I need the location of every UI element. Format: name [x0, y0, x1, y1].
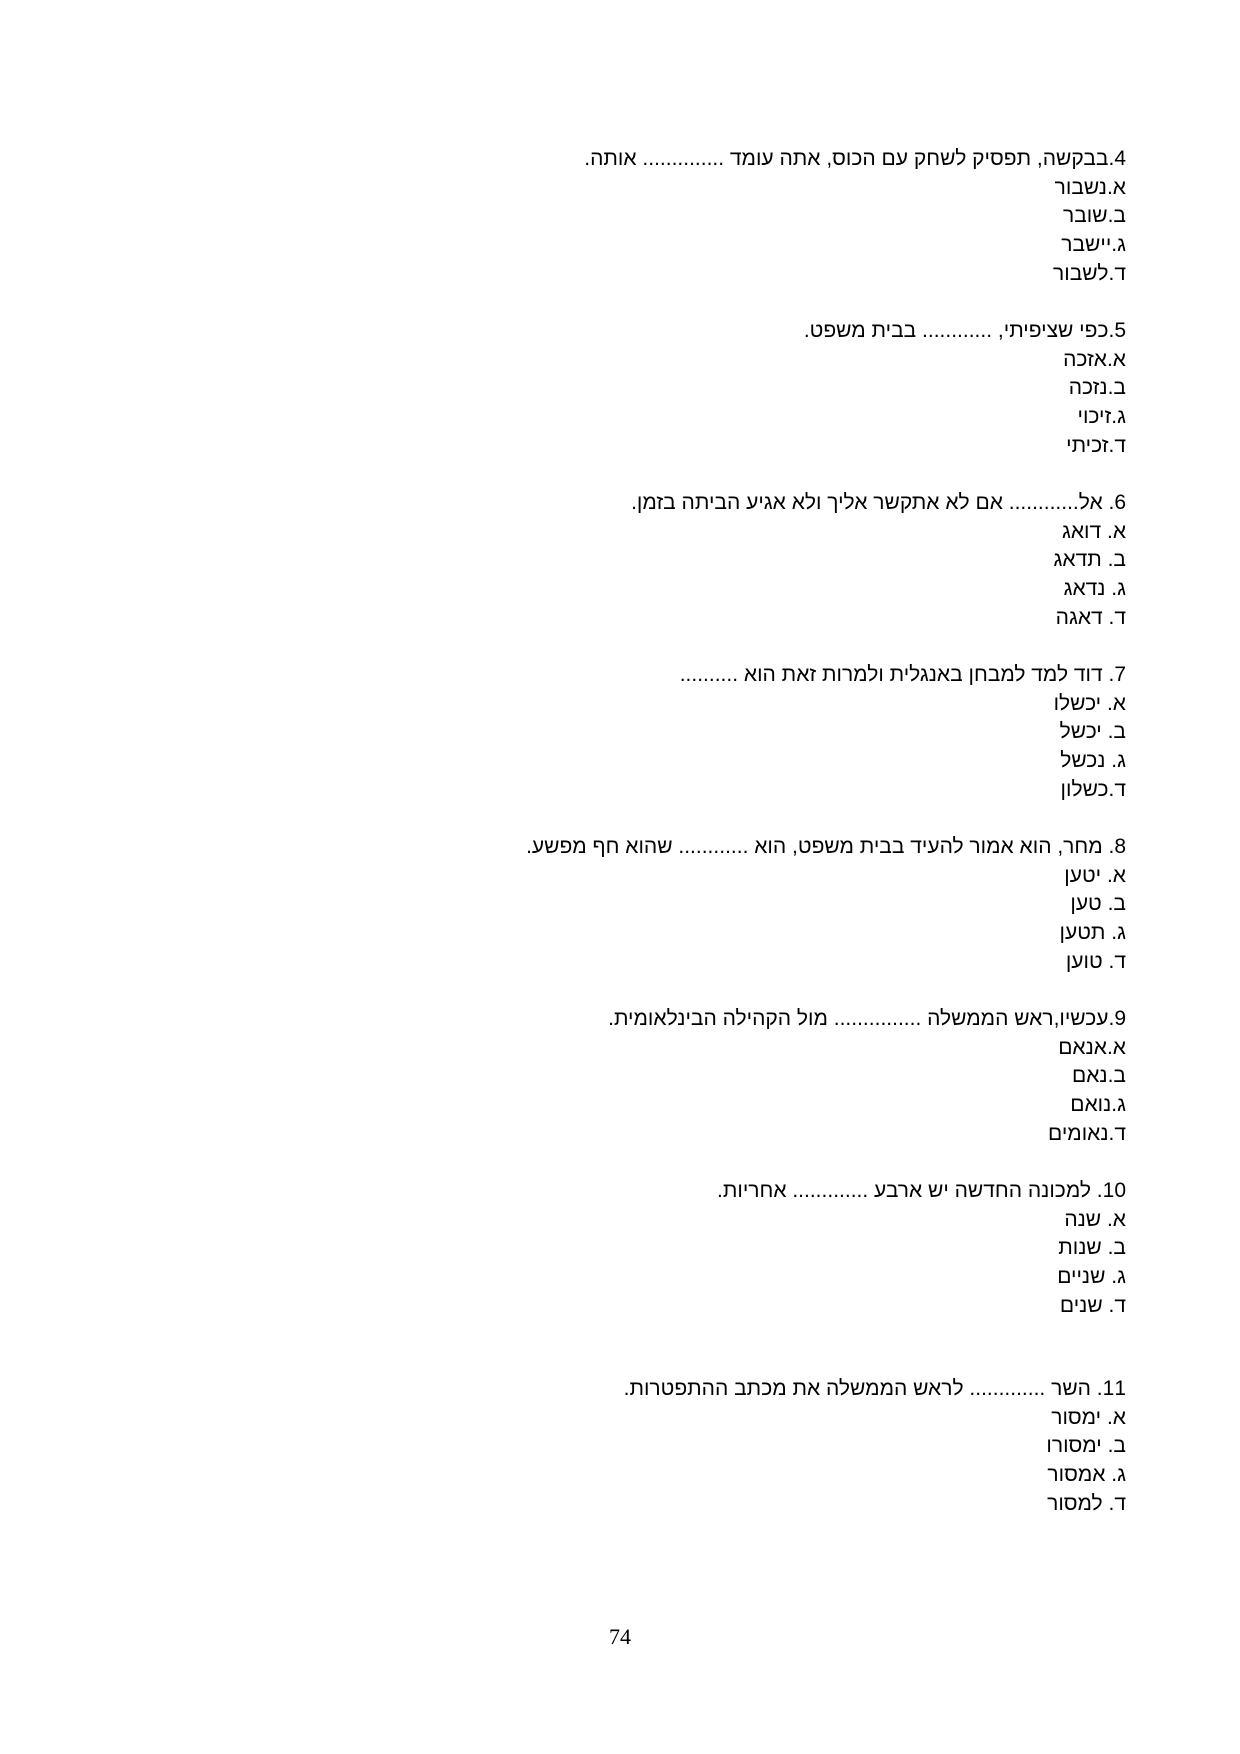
question-stem: 8. מחר, הוא אמור להעיד בבית משפט, הוא ............ שהוא חף מפשע.	[526, 835, 1126, 858]
question-stem: 11. השר ............. לראש הממשלה את מכתב ההתפטרות.	[623, 1377, 1126, 1400]
option-a: א.אנאם	[1058, 1035, 1126, 1059]
option-d: ד. שנים	[1059, 1293, 1126, 1317]
page-number: 74	[609, 1624, 631, 1649]
question-4	[326, 145, 1126, 289]
option-c: ג. תטען	[1059, 921, 1126, 945]
option-b: ב.נזכה	[1068, 376, 1126, 400]
question-10	[326, 1177, 1126, 1321]
option-c: ג. שניים	[1057, 1265, 1126, 1289]
option-d: ד. טוען	[1065, 949, 1126, 973]
option-a: א. שנה	[1064, 1207, 1126, 1231]
option-c: ג. אמסור	[1047, 1463, 1126, 1487]
option-d: ד.נאומים	[1048, 1121, 1126, 1145]
question-9	[326, 1005, 1126, 1149]
question-5	[326, 317, 1126, 461]
option-b: ב.נאם	[1072, 1064, 1126, 1088]
option-a: א. יטען	[1064, 863, 1126, 887]
option-c: ג.זיכוי	[1077, 405, 1126, 429]
option-a: א. יכשלו	[1053, 691, 1126, 715]
option-a: א. ימסור	[1051, 1405, 1126, 1429]
question-stem: 6. אל............ אם לא אתקשר אליך ולא אגיע הביתה בזמן.	[631, 491, 1126, 514]
option-d: ד.כשלון	[1060, 777, 1126, 801]
option-a: א.אזכה	[1063, 347, 1126, 371]
question-8	[326, 833, 1126, 977]
option-d: ד. דאגה	[1055, 605, 1126, 629]
option-a: א. דואג	[1061, 519, 1126, 543]
option-b: ב. יכשל	[1059, 720, 1126, 744]
option-d: ד.לשבור	[1053, 261, 1126, 285]
option-b: ב.שובר	[1063, 204, 1126, 228]
option-c: ג.יישבר	[1061, 233, 1126, 257]
question-11	[326, 1375, 1126, 1519]
question-stem: 5.כפי שציפיתי, ............ בבית משפט.	[803, 319, 1126, 342]
question-stem: 4.בבקשה, תפסיק לשחק עם הכוס, אתה עומד .............. אותה.	[584, 147, 1126, 170]
question-7	[326, 661, 1126, 805]
option-d: ד.זכיתי	[1066, 433, 1126, 457]
option-c: ג.נואם	[1070, 1093, 1126, 1117]
question-stem: 9.עכשיו,ראש הממשלה ............... מול הקהילה הבינלאומית.	[608, 1007, 1126, 1030]
question-6	[326, 489, 1126, 633]
question-stem: 7. דוד למד למבחן באנגלית ולמרות זאת הוא ..........	[679, 663, 1126, 686]
option-b: ב. שנות	[1058, 1236, 1126, 1260]
option-c: ג. נדאג	[1063, 577, 1126, 601]
option-b: ב. טען	[1070, 892, 1126, 916]
option-b: ב. ימסורו	[1046, 1434, 1126, 1458]
question-stem: 10. למכונה החדשה יש ארבע ............. אחריות.	[717, 1179, 1126, 1202]
option-a: א.נשבור	[1054, 175, 1126, 199]
option-d: ד. למסור	[1047, 1491, 1126, 1515]
option-b: ב. תדאג	[1053, 548, 1126, 572]
option-c: ג. נכשל	[1060, 749, 1126, 773]
